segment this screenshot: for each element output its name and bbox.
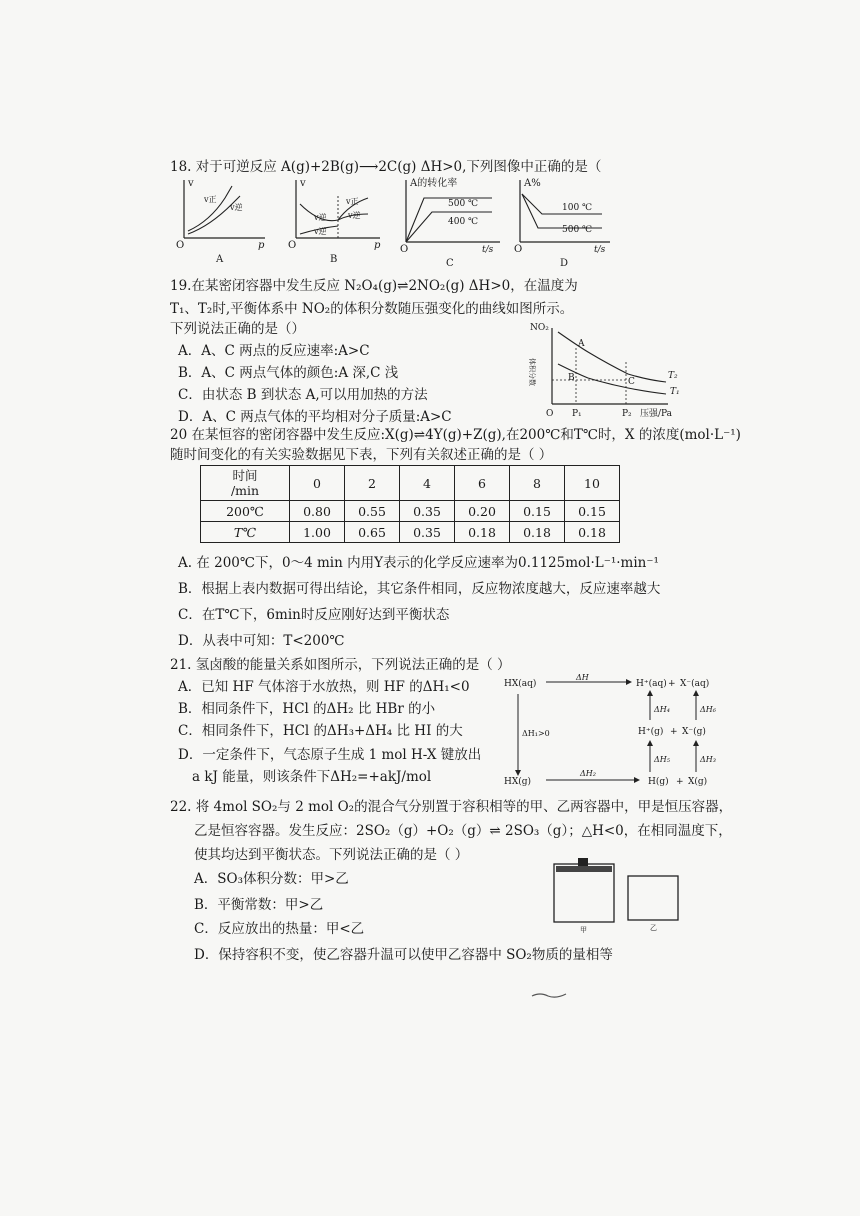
chart-b-letter: B	[330, 254, 338, 265]
table-cell: 0.80	[290, 501, 345, 522]
q21-h-atom: H(g)	[648, 777, 669, 787]
table-cell: 0.20	[455, 501, 510, 522]
chart-a-p: p	[258, 240, 265, 251]
chart-b-vp: v逆	[314, 213, 327, 222]
q22-jia-label: 甲	[580, 926, 587, 934]
q22-option-b: B．平衡常数：甲>乙	[194, 897, 324, 913]
chart-c-y: A的转化率	[410, 178, 458, 189]
q21-option-a: A．已知 HF 气体溶于水放热，则 HF 的ΔH₁<0	[178, 679, 470, 695]
q21-stem: 21. 氢卤酸的能量关系如图所示，下列说法正确的是（ ）	[170, 657, 511, 673]
chart-c-l1: 500 ℃	[448, 199, 479, 209]
q21-dh4: ΔH₄	[654, 705, 670, 714]
q20-data-table	[200, 465, 620, 543]
table-cell: 0	[290, 466, 345, 501]
q19-option-b: B．A、C 两点气体的颜色:A 深,C 浅	[178, 365, 399, 381]
q18-chart-a	[176, 178, 265, 265]
q22-line1: 22. 将 4mol SO₂与 2 mol O₂的混合气分别置于容积相等的甲、乙两容器中，甲是恒压容器，	[170, 799, 733, 815]
q21-plus3: +	[676, 777, 684, 787]
q19-line2: T₁、T₂时,平衡体系中 NO₂的体积分数随压强变化的曲线如图所示。	[170, 301, 574, 317]
q19-option-d: D．A、C 两点气体的平均相对分子质量:A>C	[178, 409, 452, 425]
q22-yi-label: 乙	[650, 924, 657, 932]
q19-x-label: 压强/Pa	[640, 409, 673, 419]
table-cell: 0.15	[565, 501, 620, 522]
chart-d-x: t/s	[594, 245, 606, 255]
table-row	[201, 522, 620, 543]
q22-option-d: D．保持容积不变，使乙容器升温可以使甲乙容器中 SO₂物质的量相等	[194, 947, 613, 963]
q19-chart	[528, 318, 688, 426]
chart-b-vn2: v逆	[348, 211, 361, 220]
q21-hx-g: HX(g)	[504, 777, 532, 787]
bottom-scribble	[530, 990, 570, 1000]
chart-c-l2: 400 ℃	[448, 217, 479, 227]
chart-b-o: O	[288, 240, 297, 251]
table-row	[201, 501, 620, 522]
q20-option-c: C．在T℃下，6min时反应刚好达到平衡状态	[178, 607, 450, 623]
q19-t2: T₂	[668, 371, 678, 381]
q21-x-g-ion: X⁻(g)	[682, 727, 706, 737]
q21-option-d-line2: a kJ 能量，则该条件下ΔH₂=+akJ/mol	[192, 769, 432, 785]
chart-a-o: O	[176, 240, 185, 251]
q19-p2: P₂	[622, 409, 632, 419]
chart-a-v: v	[188, 178, 194, 189]
q19-option-c: C．由状态 B 到状态 A,可以用加热的方法	[178, 387, 428, 403]
table-row-label: T℃	[201, 522, 290, 543]
q20-option-d: D．从表中可知：T<200℃	[178, 633, 345, 649]
q19-option-a: A．A、C 两点的反应速率:A>C	[178, 343, 370, 359]
q21-option-b: B．相同条件下，HCl 的ΔH₂ 比 HBr 的小	[178, 701, 436, 717]
q22-line3: 使其均达到平衡状态。下列说法正确的是（ ）	[194, 847, 469, 863]
chart-b-v: v	[300, 178, 306, 189]
table-cell: 0.55	[345, 501, 400, 522]
q19-line1: 19.在某密闭容器中发生反应 N₂O₄(g)⇌2NO₂(g) ΔH>0，在温度为	[170, 278, 578, 294]
q22-option-a: A．SO₃体积分数：甲>乙	[194, 871, 349, 887]
table-cell: 0.18	[510, 522, 565, 543]
q21-x-atom: X(g)	[688, 777, 708, 787]
table-cell: 0.35	[400, 522, 455, 543]
q21-dh: ΔH	[576, 674, 589, 682]
q20-line2: 随时间变化的有关实验数据见下表，下列有关叙述正确的是（ ）	[170, 447, 553, 463]
q21-option-c: C．相同条件下，HCl 的ΔH₃+ΔH₄ 比 HI 的大	[178, 723, 463, 739]
q21-plus1: +	[668, 679, 676, 689]
q18-charts	[170, 176, 640, 266]
q22-containers	[550, 856, 690, 936]
table-cell: 0.65	[345, 522, 400, 543]
table-cell: 0.18	[455, 522, 510, 543]
q19-y-label: NO₂	[530, 323, 549, 333]
table-cell: 0.15	[510, 501, 565, 522]
q18-chart-b	[288, 178, 381, 265]
q20-option-b: B．根据上表内数据可得出结论，其它条件相同，反应物浓度越大，反应速率越大	[178, 581, 661, 597]
q19-p1: P₁	[572, 409, 582, 419]
table-cell: 6	[455, 466, 510, 501]
q19-point-b: B	[568, 373, 575, 383]
table-cell: 2	[345, 466, 400, 501]
table-cell: 0.35	[400, 501, 455, 522]
q21-dh6: ΔH₆	[700, 705, 716, 714]
table-cell: 0.18	[565, 522, 620, 543]
chart-a-vn: v逆	[230, 203, 243, 212]
q22-line2: 乙是恒容容器。发生反应：2SO₂（g）+O₂（g）⇌ 2SO₃（g）；△H<0，在相同温度下，	[194, 823, 732, 839]
q21-plus2: +	[670, 727, 678, 737]
table-cell: 8	[510, 466, 565, 501]
q19-origin: O	[546, 409, 554, 419]
table-header-time: 时间 /min	[201, 466, 290, 501]
q21-h-g: H⁺(g)	[638, 727, 664, 737]
chart-a-letter: A	[216, 254, 224, 265]
q21-dh5: ΔH₅	[654, 755, 670, 764]
q20-option-a: A. 在 200℃下，0～4 min 内用Y表示的化学反应速率为0.1125mol·L⁻¹·min⁻¹	[178, 555, 659, 571]
table-cell: 1.00	[290, 522, 345, 543]
q21-dh3: ΔH₃	[700, 755, 716, 764]
chart-c-letter: C	[446, 258, 454, 266]
chart-d-letter: D	[560, 258, 569, 266]
chart-c-x: t/s	[482, 245, 494, 255]
chart-d-l1: 100 ℃	[562, 203, 593, 213]
chart-a-vp: v正	[204, 195, 217, 204]
q21-option-d-line1: D．一定条件下，气态原子生成 1 mol H-X 键放出	[178, 747, 482, 763]
q21-x-aq: X⁻(aq)	[680, 679, 710, 689]
chart-b-p: p	[374, 240, 381, 251]
chart-b-vp2: v正	[346, 197, 359, 206]
table-row	[201, 466, 620, 501]
table-row-label: 200℃	[201, 501, 290, 522]
q21-h-aq: H⁺(aq)	[636, 679, 667, 689]
q19-point-c: C	[628, 377, 635, 387]
q20-line1: 20 在某恒容的密闭容器中发生反应:X(g)⇌4Y(g)+Z(g),在200℃和T℃时，X 的浓度(mol·L⁻¹)	[170, 427, 741, 443]
q21-dh1: ΔH₁>0	[522, 729, 550, 738]
q21-energy-diagram	[500, 674, 730, 790]
chart-b-vn: v逆	[314, 227, 327, 236]
q19-y-sub: 体积分数	[528, 358, 536, 386]
q19-t1: T₁	[670, 387, 680, 397]
q18-stem: 18. 对于可逆反应 A(g)+2B(g)⟶2C(g) ΔH>0,下列图像中正确的是（	[170, 159, 602, 175]
q18-chart-c	[400, 176, 500, 266]
chart-d-y: A%	[524, 178, 541, 189]
q18-chart-d	[514, 178, 610, 266]
q21-dh2: ΔH₂	[580, 769, 596, 778]
q19-point-a: A	[578, 339, 585, 349]
table-cell: 4	[400, 466, 455, 501]
q22-option-c: C．反应放出的热量：甲<乙	[194, 921, 365, 937]
q19-line3: 下列说法正确的是（）	[170, 321, 305, 337]
chart-d-l2: 500 ℃	[562, 225, 593, 235]
table-cell: 10	[565, 466, 620, 501]
chart-c-o: O	[400, 244, 409, 255]
chart-d-o: O	[514, 244, 523, 255]
q21-hx-aq: HX(aq)	[504, 679, 537, 689]
